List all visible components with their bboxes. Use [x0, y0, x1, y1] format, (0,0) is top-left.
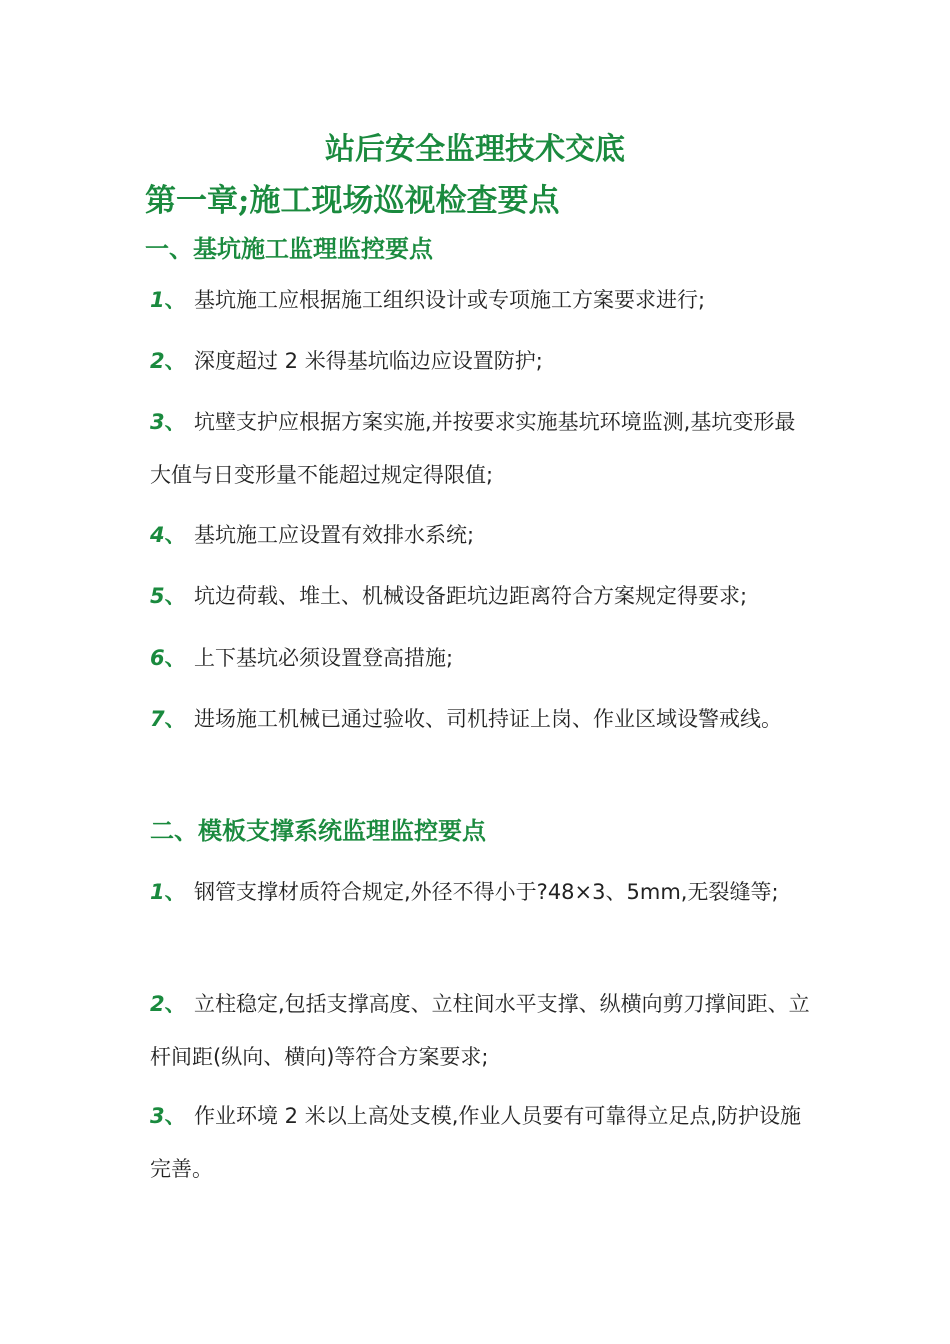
- item-text: 基坑施工应根据施工组织设计或专项施工方案要求进行;: [194, 288, 706, 312]
- list-item: [150, 978, 810, 1084]
- section-heading-foundation-pit: 一、基坑施工监理监控要点: [145, 234, 433, 263]
- item-number: 6、: [150, 646, 186, 670]
- item-text: 进场施工机械已通过验收、司机持证上岗、作业区域设警戒线。: [194, 707, 782, 731]
- item-text: 深度超过 2 米得基坑临边应设置防护;: [194, 349, 543, 373]
- item-number: 1、: [150, 288, 186, 312]
- section-heading-formwork-support: 二、模板支撑系统监理监控要点: [150, 816, 486, 845]
- list-item: [150, 396, 810, 502]
- list-item: [150, 274, 810, 327]
- item-number: 3、: [150, 1104, 186, 1128]
- list-item: [150, 866, 810, 919]
- list-item: [150, 335, 810, 388]
- item-number: 5、: [150, 584, 186, 608]
- list-item: [150, 570, 810, 623]
- list-item: [150, 632, 810, 685]
- chapter-title: 第一章;施工现场巡视检查要点: [145, 183, 560, 219]
- item-number: 3、: [150, 410, 186, 434]
- item-text: 钢管支撑材质符合规定,外径不得小于?48×3、5mm,无裂缝等;: [194, 880, 779, 904]
- item-number: 2、: [150, 349, 186, 373]
- item-number: 7、: [150, 707, 186, 731]
- list-item: [150, 693, 810, 746]
- item-text: 上下基坑必须设置登高措施;: [194, 646, 454, 670]
- item-text: 立柱稳定,包括支撑高度、立柱间水平支撑、纵横向剪刀撑间距、立杆间距(纵向、横向)等符合方案要求;: [150, 992, 810, 1069]
- item-number: 4、: [150, 523, 186, 547]
- item-text: 坑边荷载、堆土、机械设备距坑边距离符合方案规定得要求;: [194, 584, 748, 608]
- item-number: 1、: [150, 880, 186, 904]
- item-text: 基坑施工应设置有效排水系统;: [194, 523, 475, 547]
- list-item: [150, 1090, 810, 1196]
- document-title: 站后安全监理技术交底: [325, 132, 625, 167]
- item-text: 作业环境 2 米以上高处支模,作业人员要有可靠得立足点,防护设施完善。: [150, 1104, 802, 1181]
- item-number: 2、: [150, 992, 186, 1016]
- list-item: [150, 509, 810, 562]
- item-text: 坑壁支护应根据方案实施,并按要求实施基坑环境监测,基坑变形最大值与日变形量不能超过规定得限值;: [150, 410, 796, 487]
